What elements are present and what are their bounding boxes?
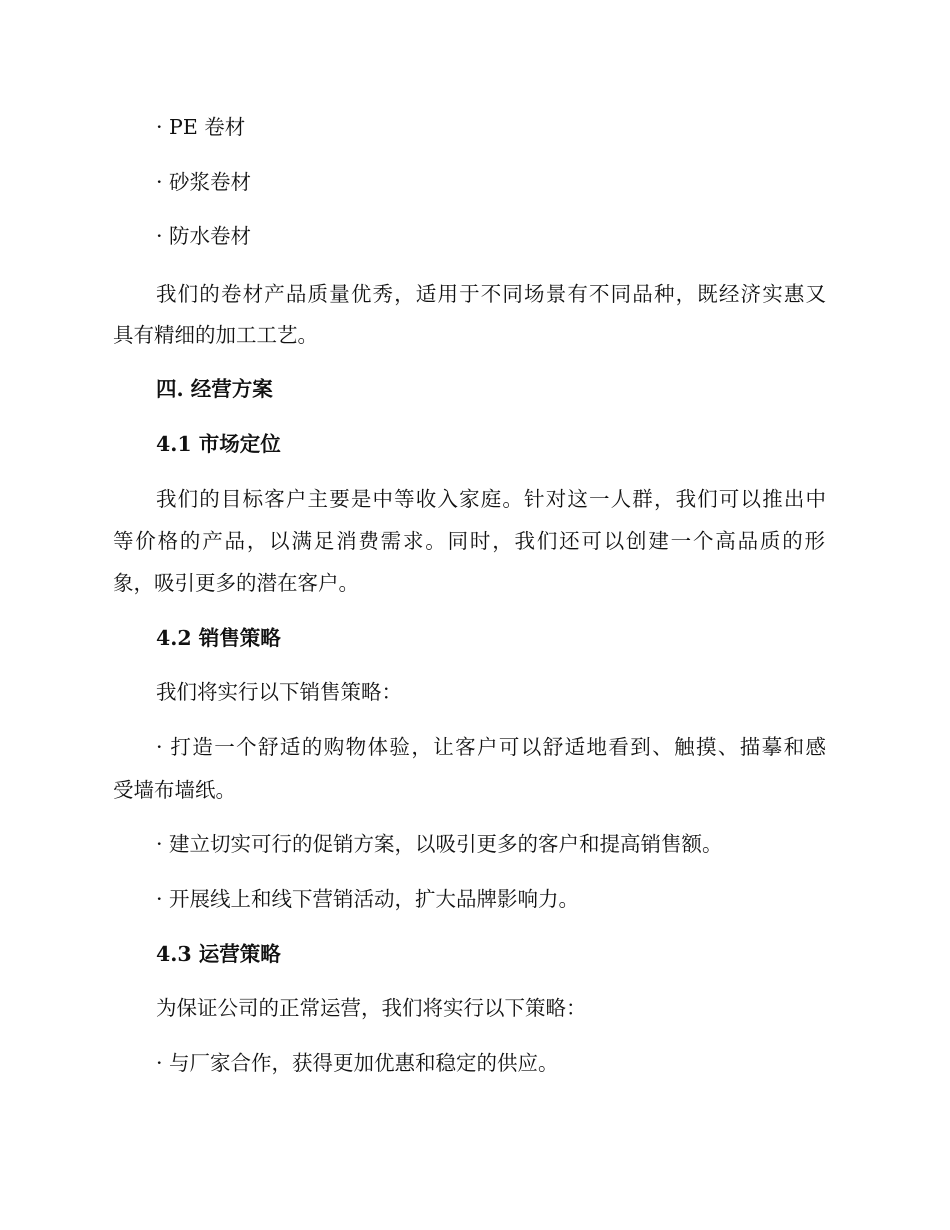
- subsection-4-1-line-1: 我们的目标客户主要是中等收入家庭。针对这一人群，我们可以推出中: [156, 487, 826, 511]
- subsection-4-2-bullet-3: · 开展线上和线下营销活动，扩大品牌影响力。: [156, 887, 580, 911]
- section-4-heading: 四. 经营方案: [156, 377, 273, 401]
- subsection-4-2-bullet-1-line-1: · 打造一个舒适的购物体验，让客户可以舒适地看到、触摸、描摹和感: [156, 735, 826, 759]
- bullet-pe-roll: · PE 卷材: [156, 115, 246, 139]
- bullet-mortar-roll: · 砂浆卷材: [156, 170, 252, 194]
- subsection-4-3-bullet-1: · 与厂家合作，获得更加优惠和稳定的供应。: [156, 1051, 559, 1075]
- subsection-4-1-line-3: 象，吸引更多的潜在客户。: [113, 571, 359, 595]
- subsection-4-3-heading: 4.3 运营策略: [156, 942, 281, 966]
- bullet-waterproof-roll: · 防水卷材: [156, 224, 252, 248]
- subsection-4-2-intro: 我们将实行以下销售策略：: [156, 680, 402, 704]
- subsection-4-2-bullet-2: · 建立切实可行的促销方案，以吸引更多的客户和提高销售额。: [156, 832, 723, 856]
- subsection-4-1-line-2: 等价格的产品，以满足消费需求。同时，我们还可以创建一个高品质的形: [113, 529, 825, 553]
- subsection-4-2-bullet-1-line-2: 受墙布墙纸。: [113, 778, 236, 802]
- paragraph-1-line-2: 具有精细的加工工艺。: [113, 323, 318, 347]
- subsection-4-3-intro: 为保证公司的正常运营，我们将实行以下策略：: [156, 996, 587, 1020]
- paragraph-1-line-1: 我们的卷材产品质量优秀，适用于不同场景有不同品种，既经济实惠又: [156, 282, 826, 306]
- subsection-4-2-heading: 4.2 销售策略: [156, 626, 281, 650]
- subsection-4-1-heading: 4.1 市场定位: [156, 432, 281, 456]
